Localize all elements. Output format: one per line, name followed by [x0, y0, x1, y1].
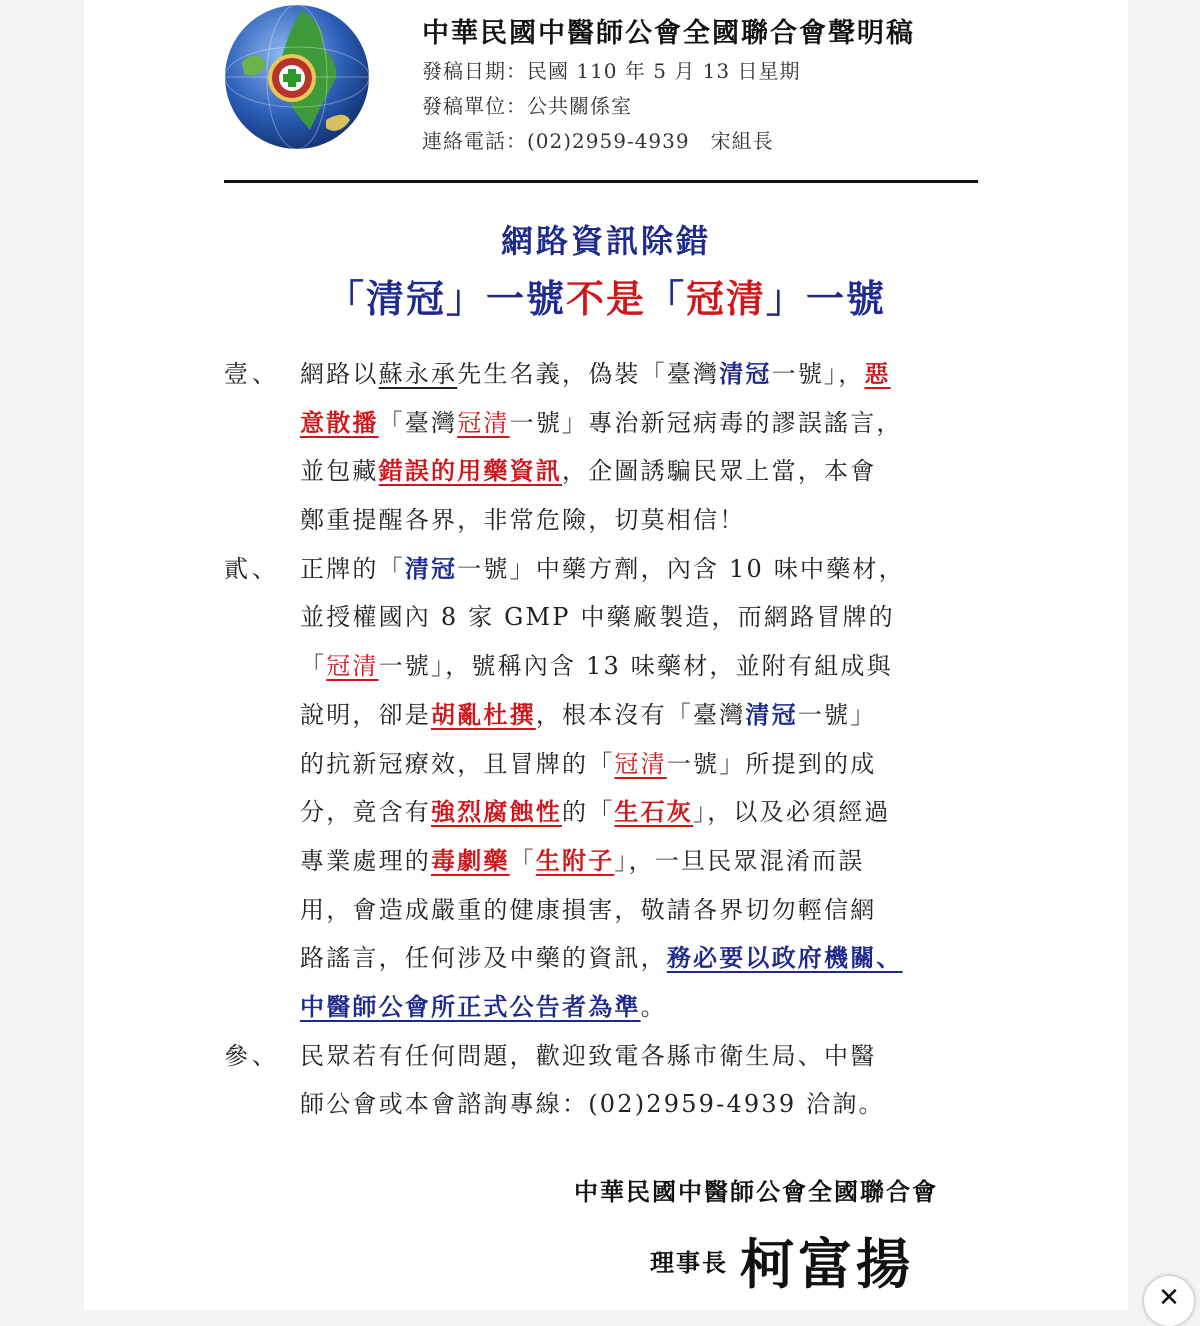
statement-body	[224, 350, 1004, 1129]
text-line	[300, 545, 1004, 594]
press-release-page	[84, 0, 1128, 1310]
text-run: 說明，卻是	[300, 700, 431, 729]
text-run: 一號」所提到的成	[666, 749, 877, 778]
text-run: 先生名義，偽裝「臺灣	[457, 360, 720, 388]
text-run: 「	[300, 652, 327, 681]
text-line	[300, 691, 1004, 740]
text-line: 民眾若有任何問題，歡迎致電各縣市衛生局、中醫	[300, 1041, 877, 1070]
text-run: 清冠	[719, 359, 772, 388]
text-run: 清冠	[404, 553, 458, 583]
header-block	[422, 14, 915, 159]
text-run: 」，以及必須經過	[693, 798, 891, 827]
text-line: 用，會造成嚴重的健康損害，敬請各界切勿輕信網	[300, 895, 877, 924]
text-run: 分，竟含有	[300, 798, 431, 827]
text-line: 師公會或本會諮詢專線：(02)2959-4939 洽詢。	[300, 1090, 885, 1119]
text-run: 生附子	[535, 845, 615, 875]
text-run: 「臺灣	[378, 408, 458, 437]
section-number: 貳、	[224, 554, 280, 583]
text-line	[300, 399, 1004, 448]
text-run: 務必要以政府機關、	[666, 943, 903, 973]
headline-part: 「清冠」一號	[325, 276, 566, 321]
text-run: 錯誤的用藥資訊	[378, 456, 563, 486]
text-run: 的「	[562, 798, 615, 827]
text-run: 一號」，	[771, 360, 865, 388]
text-run: 的抗新冠療效，且冒牌的「	[300, 749, 615, 778]
headline-line-2	[84, 268, 1128, 323]
headline-line-1: 網路資訊除錯	[500, 222, 711, 260]
text-run: 惡	[864, 359, 891, 388]
headline-part: 不是	[565, 276, 646, 321]
section-2	[224, 545, 1004, 1032]
text-run: 蘇永承	[378, 360, 458, 388]
signer-title: 理事長	[650, 1248, 728, 1277]
text-run: 強烈腐蝕性	[431, 797, 562, 827]
text-run: 生石灰	[614, 797, 694, 827]
text-run: 胡亂杜撰	[431, 699, 536, 729]
globe-emblem-icon	[222, 2, 372, 152]
text-run: 一號」專治新冠病毒的謬誤謠言，	[509, 408, 903, 437]
text-run: ，企圖誘騙民眾上當，本會	[562, 457, 877, 486]
text-run: 網路以	[300, 360, 379, 388]
text-run: 冠清	[457, 408, 510, 437]
headline-part: 冠清	[686, 276, 767, 321]
text-run: 毒劇藥	[431, 845, 510, 875]
text-run: 並包藏	[300, 457, 379, 486]
section-3	[224, 1032, 1004, 1129]
text-line	[300, 740, 1004, 789]
text-run: 意散播	[300, 407, 379, 437]
release-unit: 發稿單位：公共關係室	[422, 94, 632, 118]
text-line	[300, 837, 1004, 886]
signature-block	[650, 1222, 914, 1299]
text-line	[300, 642, 1004, 691]
text-line: 鄭重提醒各界，非常危險，切莫相信！	[300, 506, 746, 535]
section-1	[224, 350, 1004, 545]
close-icon[interactable]: ✕	[1144, 1276, 1194, 1326]
header-divider	[224, 180, 978, 183]
text-run: 。	[640, 992, 667, 1021]
text-run: 一號」，號稱內含 13 味藥材，並附有組成與	[378, 652, 893, 681]
text-line: 並授權國內 8 家 GMP 中藥廠製造，而網路冒牌的	[300, 603, 895, 632]
text-line	[300, 788, 1004, 837]
text-run: 中醫師公會所正式公告者為準	[300, 991, 641, 1021]
section-number: 參、	[224, 1041, 280, 1070]
text-line	[300, 983, 1004, 1032]
text-run: 一號」中藥方劑，內含 10 味中藥材，	[457, 554, 905, 583]
text-run: 清冠	[745, 699, 798, 729]
text-run: 正牌的「	[300, 554, 405, 583]
release-date: 發稿日期：民國 110 年 5 月 13 日星期	[422, 59, 801, 83]
text-line	[300, 447, 1004, 496]
headline-part: 「	[645, 276, 686, 321]
text-run: ，根本沒有「臺灣	[535, 700, 746, 729]
text-run: 「	[509, 846, 536, 875]
text-run: 」，一旦民眾混淆而誤	[614, 846, 865, 875]
text-run: 路謠言，任何涉及中藥的資訊，	[300, 944, 667, 973]
text-run: 冠清	[614, 749, 667, 778]
section-number: 壹、	[224, 360, 280, 388]
text-line	[300, 934, 1004, 983]
headline-part: 」一號	[766, 276, 887, 321]
release-title: 中華民國中醫師公會全國聯合會聲明稿	[422, 18, 915, 49]
text-run: 冠清	[326, 652, 379, 681]
text-run: 一號」	[797, 700, 877, 729]
text-line	[300, 350, 1004, 399]
signing-organization: 中華民國中醫師公會全國聯合會	[574, 1177, 938, 1206]
signer-name: 柯富揚	[740, 1232, 914, 1296]
text-run: 專業處理的	[300, 846, 431, 875]
contact-phone: 連絡電話：(02)2959-4939 宋組長	[422, 129, 774, 153]
